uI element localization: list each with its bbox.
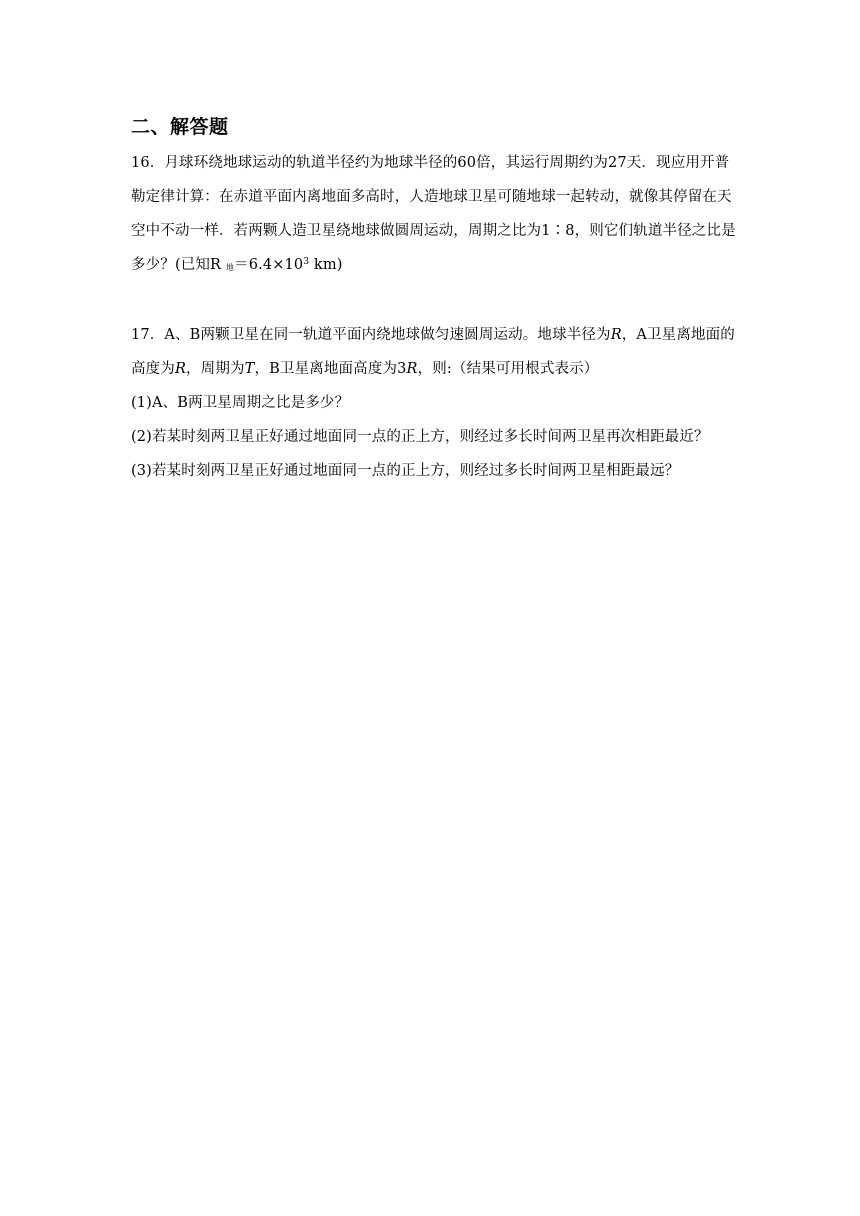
q17-p1: 17．A、B两颗卫星在同一轨道平面内绕地球做匀速圆周运动。地球半径为 xyxy=(131,327,611,343)
q17-p2: ，A卫星离地面的高度为 xyxy=(131,327,735,377)
q16-superscript: 3 xyxy=(303,257,310,267)
q17-sub-2: (2)若某时刻两卫星正好通过地面同一点的正上方，则经过多长时间两卫星再次相距最近？ xyxy=(131,429,709,445)
q17-p5: ，则:（结果可用根式表示） xyxy=(417,361,599,377)
q17-var-r1: R xyxy=(610,327,622,343)
q17-p3: ，周期为 xyxy=(186,361,245,377)
q17-var-t: T xyxy=(244,361,255,377)
q16-subscript: 地 xyxy=(225,263,235,272)
q17-sub-3: (3)若某时刻两卫星正好通过地面同一点的正上方，则经过多长时间两卫星相距最远？ xyxy=(131,463,680,479)
q17-p4: ，B卫星离地面高度为3 xyxy=(254,361,407,377)
section-title: 二、解答题 xyxy=(131,116,229,138)
q16-text-c: km) xyxy=(309,257,343,273)
question-17 xyxy=(131,318,743,488)
q16-text-a: 16．月球环绕地球运动的轨道半径约为地球半径的60倍，其运行周期约为27天．现应用开普勒定律计算：在赤道平面内离地面多高时，人造地球卫星可随地球一起转动，就像其停留在天空中不动一样．若两颗人造卫星绕地球做圆周运动，周期之比为1∶8，则它们轨道半径之比是多少？(已知R xyxy=(131,155,736,273)
question-16 xyxy=(131,146,743,285)
q17-var-r3: R xyxy=(406,361,418,377)
q17-var-r2: R xyxy=(174,361,187,377)
q16-text-b: ＝6.4×10 xyxy=(234,257,304,273)
q17-sub-1: (1)A、B两卫星周期之比是多少？ xyxy=(131,395,350,411)
q17-stem xyxy=(131,318,743,386)
